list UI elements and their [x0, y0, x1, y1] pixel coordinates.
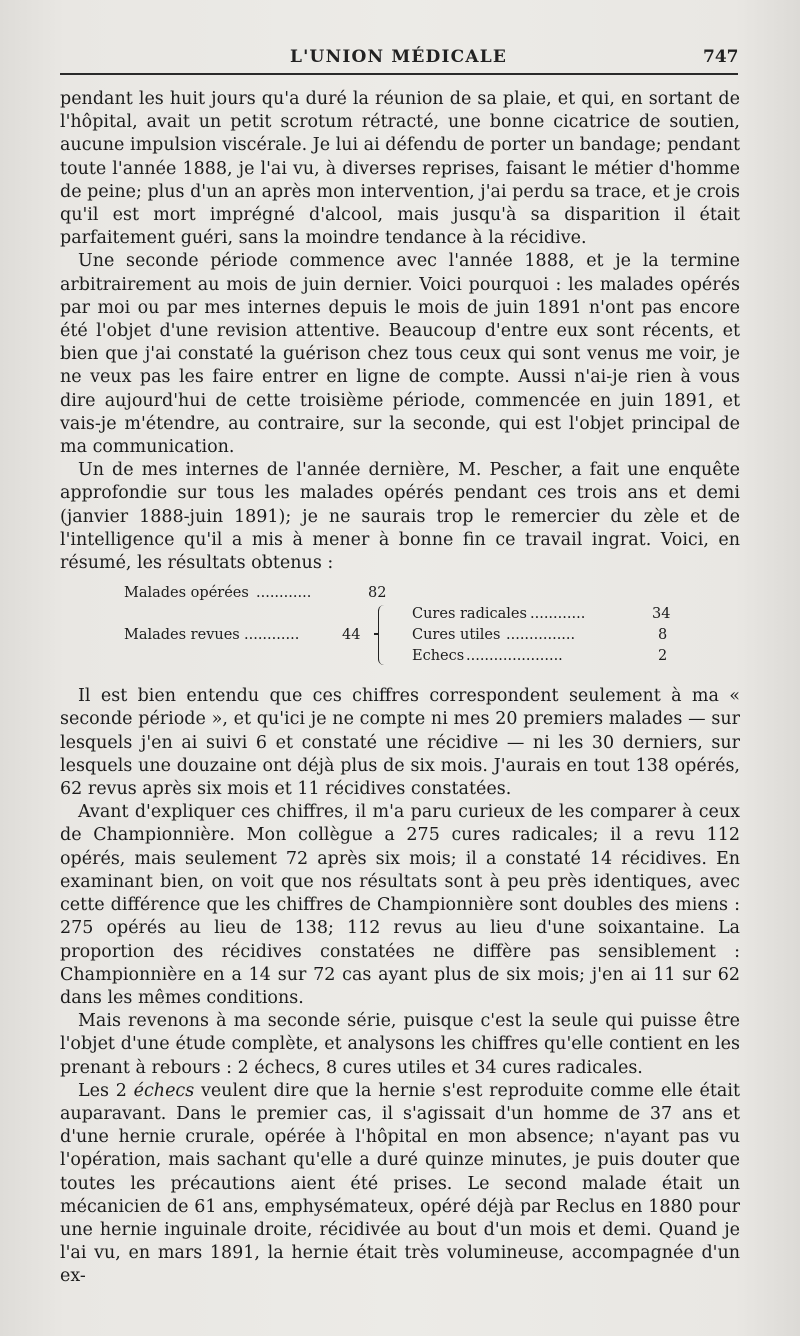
brace-tip — [374, 633, 379, 635]
row-leader-cures-utiles: ............... — [506, 627, 576, 644]
row-leader-echecs: ..................... — [466, 648, 563, 665]
paragraph-7-italic: échecs — [133, 1080, 195, 1101]
header-rule — [60, 73, 738, 75]
paragraph-1: pendant les huit jours qu'a duré la réunion de sa plaie, et qui, en sortant de l'hôpital, avait un petit scrotum rétracté, une bonne cicatrice de soutien, aucune impulsion viscérale. Je lui ai défendu de porter un bandage; pendant toute l'année 1888, je l'ai vu, à diverses reprises, faisant le métier d'homme de peine; plus d'un an après mon intervention, j'ai perdu sa trace, et je crois qu'il est mort imprégné d'alcool, mais jusqu'à sa disparition il était parfaitement guéri, sans la moindre tendance à la récidive. — [60, 89, 740, 249]
paragraph-4: Il est bien entendu que ces chiffres correspondent seulement à ma « seconde période », et qu'ici je ne compte ni mes 20 premiers malades — sur lesquels j'en ai suivi 6 et constaté une récidive — ni les 30 derniers, sur lesquels une douzaine ont déjà plus de six mois. J'aurais en tout 138 opérés, 62 revus après six mois et 11 récidives constatées. — [60, 686, 740, 800]
row-label-cures-utiles: Cures utiles — [412, 627, 501, 644]
paragraph-2: Une seconde période commence avec l'année 1888, et je la termine arbitrairement au mois de juin dernier. Voici pourquoi : les malades opérés par moi ou par mes internes depuis le mois de juin 1891 n'ont pas encore été l'objet d'une revision attentive. Beaucoup d'entre eux sont récents, et bien que j'ai constaté la guérison chez tous ceux qui sont venus me voir, je ne veux pas les faire entrer en ligne de compte. Aussi n'ai-je rien à vous dire aujourd'hui de cette troisième période, commencée en juin 1891, et vais-je m'étendre, au contraire, sur la seconde, qui est l'objet principal de ma communication. — [60, 251, 740, 458]
operes-label: Malades opérées — [124, 585, 249, 602]
row-value-cures-radicales: 34 — [652, 606, 671, 623]
revues-leader: ............ — [244, 627, 300, 644]
row-label-cures-radicales: Cures radicales — [412, 606, 527, 623]
revues-label: Malades revues — [124, 627, 240, 644]
row-value-cures-utiles: 8 — [658, 627, 668, 644]
row-label-echecs: Echecs — [412, 648, 465, 665]
paragraph-7 — [60, 1080, 740, 1289]
operes-value: 82 — [368, 585, 387, 602]
paragraph-7-rest: veulent dire que la hernie s'est reproduite comme elle était auparavant. Dans le premier cas, il s'agissait d'un homme de 37 ans et d'une hernie crurale, opérée à l'hôpital en mon absence; n'ayant pas vu l'opération, mais sachant qu'elle a duré quinze minutes, je puis douter que toutes les précautions aient été prises. Le second malade était un mécanicien de 61 ans, emphysémateux, opéré déjà par Reclus en 1880 pour une hernie inguinale droite, récidivée au bout d'un mois et demi. Quand je l'ai vu, en mars 1891, la hernie était très volumineuse, accompagnée d'un ex- — [60, 1080, 740, 1287]
paragraph-6: Mais revenons à ma seconde série, puisque c'est la seule qui puisse être l'objet d'une étude complète, et analysons les chiffres qu'elle contient en les prenant à rebours : 2 échecs, 8 cures utiles et 34 cures radicales. — [60, 1011, 740, 1078]
row-leader-cures-radicales: ............ — [530, 606, 586, 623]
page-number: 747 — [703, 47, 739, 67]
body-text — [60, 88, 740, 1289]
paragraph-5: Avant d'expliquer ces chiffres, il m'a paru curieux de les comparer à ceux de Championnière. Mon collègue a 275 cures radicales; il a revu 112 opérés, mais seulement 72 après six mois; il a constaté 14 récidives. En examinant bien, on voit que nos résultats sont à peu près identiques, avec cette différence que les chiffres de Championnière sont doubles des miens : 275 opérés au lieu de 138; 112 revus au lieu d'une soixantaine. La proportion des récidives constatées ne diffère pas sensiblement : Championnière en a 14 sur 72 cas ayant plus de six mois; j'en ai 11 sur 62 dans les mêmes conditions. — [60, 802, 740, 1008]
revues-value: 44 — [342, 627, 361, 644]
row-value-echecs: 2 — [658, 648, 668, 665]
page-header — [0, 44, 800, 74]
results-table — [60, 583, 740, 679]
brace — [378, 605, 387, 665]
running-title: L'UNION MÉDICALE — [290, 47, 508, 67]
operes-leader: ............ — [256, 585, 312, 602]
paragraph-7-lead: Les 2 — [78, 1080, 134, 1101]
paragraph-3: Un de mes internes de l'année dernière, M. Pescher, a fait une enquête approfondie sur tous les malades opérés pendant ces trois ans et demi (janvier 1888-juin 1891); je ne saurais trop le remercier du zèle et de l'intelligence qu'il a mis à mener à bonne fin ce travail ingrat. Voici, en résumé, les résultats obtenus : — [60, 460, 740, 574]
